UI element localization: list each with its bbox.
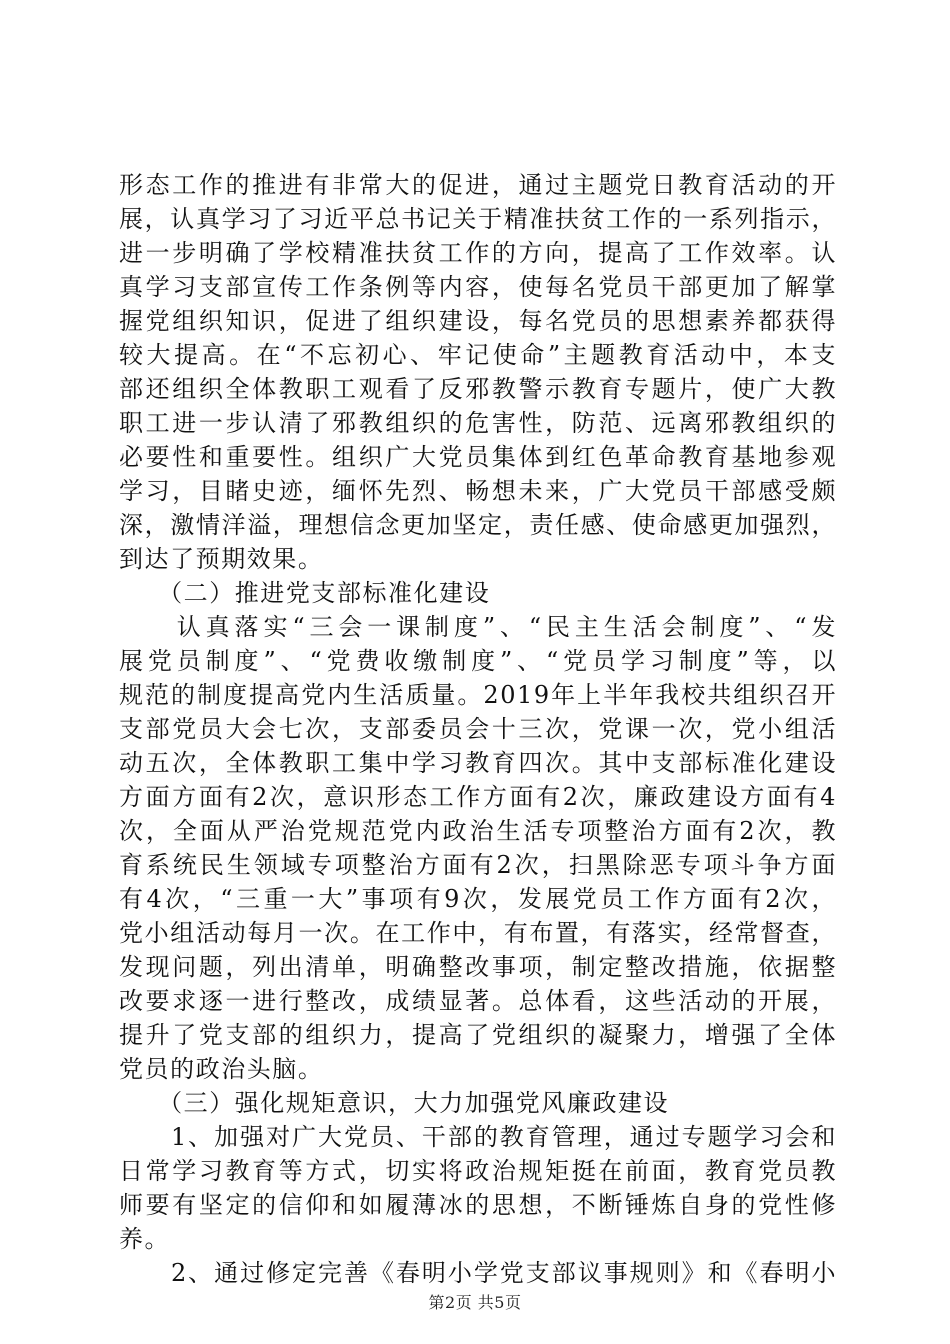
text-line: 2、通过修定完善《春明小学党支部议事规则》和《春明小 (119, 1259, 837, 1287)
section-heading: （二）推进党支部标准化建设 (119, 579, 491, 607)
text-line: 职工进一步认清了邪教组织的危害性，防范、远离邪教组织的 (119, 409, 837, 437)
text-line: 育系统民生领域专项整治方面有2次，扫黑除恶专项斗争方面 (119, 851, 837, 879)
text-line: 发现问题，列出清单，明确整改事项，制定整改措施，依据整 (119, 953, 837, 981)
text-line: 进一步明确了学校精准扶贫工作的方向，提高了工作效率。认 (119, 239, 837, 267)
section-heading: （三）强化规矩意识，大力加强党风廉政建设 (119, 1089, 670, 1117)
text-line: 必要性和重要性。组织广大党员集体到红色革命教育基地参观 (119, 443, 837, 471)
document-body (119, 168, 837, 1290)
text-line: 1、加强对广大党员、干部的教育管理，通过专题学习会和 (119, 1123, 837, 1151)
text-line: 规范的制度提高党内生活质量。2019年上半年我校共组织召开 (119, 681, 837, 709)
page-number-footer: 第2页 共5页 (428, 1293, 522, 1312)
text-line: 较大提高。在“不忘初心、牢记使命”主题教育活动中，本支 (119, 341, 837, 369)
text-line: 次，全面从严治党规范党内政治生活专项整治方面有2次，教 (119, 817, 837, 845)
text-line: 展党员制度”、“党费收缴制度”、“党员学习制度”等，以 (119, 647, 837, 675)
text-line: 动五次，全体教职工集中学习教育四次。其中支部标准化建设 (119, 749, 837, 777)
text-line: 学习，目睹史迹，缅怀先烈、畅想未来，广大党员干部感受颇 (119, 477, 837, 505)
text-line: 提升了党支部的组织力，提高了党组织的凝聚力，增强了全体 (119, 1021, 837, 1049)
text-line: 部还组织全体教职工观看了反邪教警示教育专题片，使广大教 (119, 375, 837, 403)
text-line: 改要求逐一进行整改，成绩显著。总体看，这些活动的开展， (119, 987, 837, 1015)
text-line: 深，激情洋溢，理想信念更加坚定，责任感、使命感更加强烈， (119, 511, 837, 539)
text-line: 到达了预期效果。 (119, 545, 324, 573)
text-line: 展，认真学习了习近平总书记关于精准扶贫工作的一系列指示， (119, 205, 837, 233)
text-line: 养。 (119, 1225, 171, 1253)
text-line: 党员的政治头脑。 (119, 1055, 324, 1083)
text-line: 真学习支部宣传工作条例等内容，使每名党员干部更加了解掌 (119, 273, 837, 301)
text-line: 有4次，“三重一大”事项有9次，发展党员工作方面有2次， (119, 885, 837, 913)
text-line: 方面方面有2次，意识形态工作方面有2次，廉政建设方面有4 (119, 783, 837, 811)
text-line: 形态工作的推进有非常大的促进，通过主题党日教育活动的开 (119, 171, 837, 199)
text-line: 握党组织知识，促进了组织建设，每名党员的思想素养都获得 (119, 307, 837, 335)
text-line: 认真落实“三会一课制度”、“民主生活会制度”、“发 (119, 613, 837, 641)
text-line: 日常学习教育等方式，切实将政治规矩挺在前面，教育党员教 (119, 1157, 837, 1185)
text-line: 支部党员大会七次，支部委员会十三次，党课一次，党小组活 (119, 715, 837, 743)
text-line: 师要有坚定的信仰和如履薄冰的思想，不断锤炼自身的党性修 (119, 1191, 837, 1219)
text-line: 党小组活动每月一次。在工作中，有布置，有落实，经常督查， (119, 919, 837, 947)
